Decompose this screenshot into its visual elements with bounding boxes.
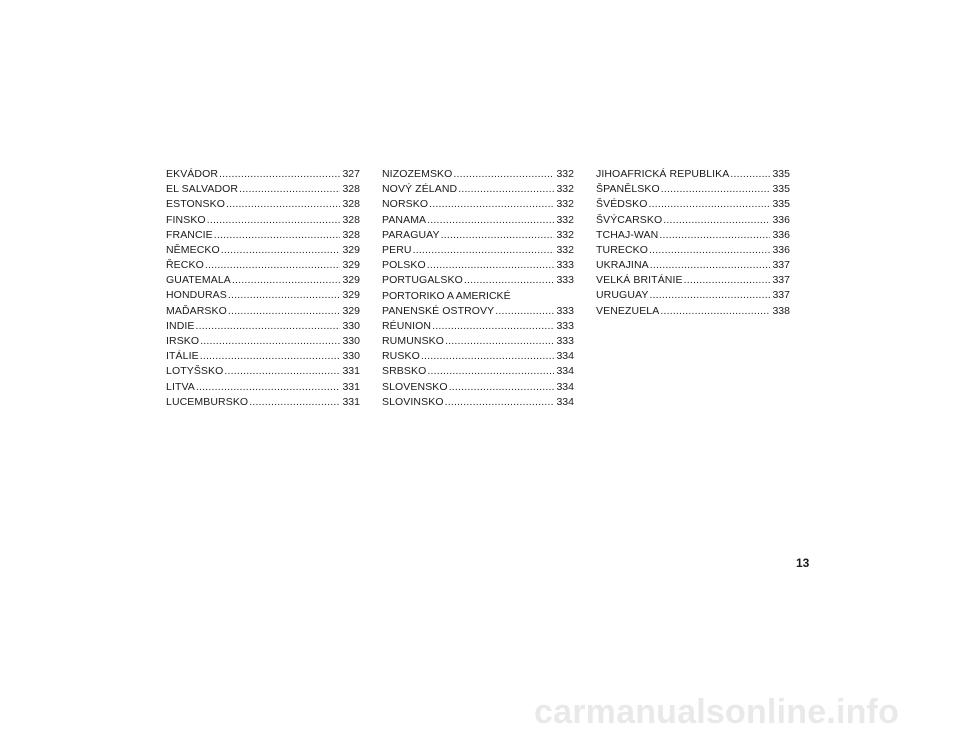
toc-entry-label: VELKÁ BRITÁNIE (596, 274, 683, 287)
toc-entry-page: 329 (342, 289, 360, 302)
toc-entry-page: 337 (772, 259, 790, 272)
toc-entry[interactable] (166, 364, 360, 379)
toc-entry-label: PANENSKÉ OSTROVY (382, 304, 495, 317)
toc-entry-label: IRSKO (166, 335, 200, 348)
toc-entry-label: PARAGUAY (382, 228, 440, 241)
toc-entry-page: 338 (772, 304, 790, 317)
toc-entry-page: 331 (342, 365, 360, 378)
toc-entry-page: 336 (772, 213, 790, 226)
watermark-text: carmanualsonline.info (534, 693, 900, 731)
toc-dot-leader (219, 167, 340, 182)
toc-entry-page: 329 (342, 304, 360, 317)
toc-entry-page: 332 (556, 213, 574, 226)
toc-entry-page: 333 (556, 274, 574, 287)
page-number: 13 (796, 556, 810, 570)
toc-entry[interactable] (596, 273, 790, 288)
toc-entry-label: ITÁLIE (166, 350, 199, 363)
toc-entry[interactable] (166, 334, 360, 349)
toc-entry[interactable] (166, 228, 360, 243)
toc-dot-leader (226, 197, 341, 212)
toc-entry-page: 330 (342, 319, 360, 332)
toc-entry[interactable] (596, 228, 790, 243)
toc-entry[interactable] (596, 182, 790, 197)
toc-dot-leader (650, 258, 771, 273)
toc-entry-page: 336 (772, 228, 790, 241)
toc-entry[interactable] (166, 243, 360, 258)
toc-entry-page: 332 (556, 198, 574, 211)
toc-dot-leader (200, 334, 340, 349)
toc-dot-leader (453, 167, 554, 182)
toc-entry-page: 334 (556, 365, 574, 378)
toc-entry-page: 335 (772, 183, 790, 196)
toc-dot-leader (224, 364, 340, 379)
toc-entry-page: 330 (342, 350, 360, 363)
toc-entry-page: 329 (342, 243, 360, 256)
toc-entry[interactable] (382, 197, 574, 212)
toc-entry-label: RUMUNSKO (382, 335, 445, 348)
toc-dot-leader (495, 304, 554, 319)
toc-entry-page: 337 (772, 274, 790, 287)
toc-dot-leader (228, 304, 341, 319)
toc-entry[interactable] (382, 273, 574, 288)
toc-dot-leader (464, 273, 555, 288)
toc-entry[interactable] (382, 258, 574, 273)
toc-entry-line2 (382, 304, 574, 319)
toc-dot-leader (200, 349, 341, 364)
toc-entry-page: 336 (772, 243, 790, 256)
toc-column-1 (166, 167, 360, 410)
toc-dot-leader (232, 273, 341, 288)
toc-entry-label: NOVÝ ZÉLAND (382, 183, 458, 196)
toc-entry-label: SRBSKO (382, 365, 427, 378)
toc-entry-label: PORTUGALSKO (382, 274, 463, 287)
toc-entry[interactable] (382, 349, 574, 364)
toc-dot-leader (661, 182, 771, 197)
toc-dot-leader (413, 243, 555, 258)
toc-entry-label: JIHOAFRICKÁ REPUBLIKA (596, 167, 730, 180)
toc-entry-page: 332 (556, 167, 574, 180)
toc-dot-leader (239, 182, 340, 197)
toc-entry-label: EL SALVADOR (166, 183, 239, 196)
toc-entry[interactable] (382, 364, 574, 379)
toc-entry-label: GUATEMALA (166, 274, 231, 287)
toc-entry[interactable] (166, 273, 360, 288)
toc-entry[interactable] (166, 197, 360, 212)
toc-entry-page: 333 (556, 259, 574, 272)
toc-entry-label: PANAMA (382, 213, 427, 226)
toc-entry[interactable] (596, 289, 790, 304)
toc-dot-leader (207, 213, 341, 228)
toc-entry-label: ŠVÉDSKO (596, 198, 648, 211)
toc-entry-label: PERU (382, 243, 412, 256)
toc-entry[interactable] (166, 289, 360, 304)
toc-entry-label: RUSKO (382, 350, 420, 363)
toc-entry[interactable] (596, 197, 790, 212)
toc-entry[interactable] (166, 167, 360, 182)
toc-entry-page: 334 (556, 380, 574, 393)
toc-entry-page: 332 (556, 228, 574, 241)
toc-dot-leader (663, 213, 770, 228)
toc-entry-label: UKRAJINA (596, 259, 649, 272)
toc-entry[interactable] (596, 258, 790, 273)
toc-entry-label: LOTYŠSKO (166, 365, 224, 378)
toc-entry[interactable] (382, 167, 574, 182)
toc-dot-leader (249, 395, 340, 410)
toc-dot-leader (427, 364, 554, 379)
toc-entry-label: ŘECKO (166, 259, 204, 272)
toc-entry[interactable] (382, 182, 574, 197)
toc-entry-page: 331 (342, 380, 360, 393)
toc-dot-leader (445, 395, 555, 410)
toc-entry-page: 327 (342, 167, 360, 180)
toc-entry-page: 328 (342, 183, 360, 196)
toc-dot-leader (659, 228, 770, 243)
toc-entry[interactable] (382, 228, 574, 243)
toc-column-3 (596, 167, 790, 319)
toc-dot-leader (221, 243, 341, 258)
toc-entry[interactable] (596, 304, 790, 319)
toc-entry-label: POLSKO (382, 259, 426, 272)
toc-entry-label: FRANCIE (166, 228, 213, 241)
toc-entry-label: TURECKO (596, 243, 649, 256)
toc-dot-leader (427, 213, 554, 228)
toc-entry-label: SLOVENSKO (382, 380, 448, 393)
toc-entry[interactable] (166, 182, 360, 197)
toc-entry[interactable] (382, 319, 574, 334)
toc-entry-label: EKVÁDOR (166, 167, 219, 180)
toc-dot-leader (205, 258, 341, 273)
toc-dot-leader (648, 197, 770, 212)
toc-entry-page: 335 (772, 167, 790, 180)
toc-column-2 (382, 167, 574, 410)
toc-entry[interactable] (382, 213, 574, 228)
toc-entry-label: MAĎARSKO (166, 304, 227, 317)
toc-dot-leader (196, 319, 341, 334)
toc-entry-label: VENEZUELA (596, 304, 660, 317)
toc-entry-page: 334 (556, 395, 574, 408)
toc-entry[interactable] (166, 395, 360, 410)
toc-entry-page: 330 (342, 335, 360, 348)
toc-dot-leader (427, 258, 555, 273)
toc-dot-leader (429, 197, 554, 212)
toc-entry[interactable] (596, 167, 790, 182)
toc-dot-leader (649, 289, 770, 304)
toc-entry-label: RÉUNION (382, 319, 432, 332)
toc-entry-label: ŠVÝCARSKO (596, 213, 663, 226)
toc-entry-label: LITVA (166, 380, 195, 393)
toc-dot-leader (421, 349, 555, 364)
toc-entry-page: 328 (342, 213, 360, 226)
toc-entry-page: 335 (772, 198, 790, 211)
toc-dot-leader (660, 304, 770, 319)
toc-dot-leader (649, 243, 770, 258)
toc-entry-label: INDIE (166, 319, 195, 332)
toc-dot-leader (196, 380, 341, 395)
toc-entry[interactable] (382, 395, 574, 410)
toc-entry[interactable] (166, 349, 360, 364)
toc-entry-page: 333 (556, 304, 574, 317)
toc-entry-label: NORSKO (382, 198, 429, 211)
toc-entry[interactable] (596, 243, 790, 258)
toc-entry[interactable] (166, 213, 360, 228)
toc-entry[interactable] (166, 258, 360, 273)
toc-dot-leader (458, 182, 554, 197)
toc-entry-page: 328 (342, 228, 360, 241)
toc-entry[interactable] (382, 380, 574, 395)
toc-entry-page: 332 (556, 243, 574, 256)
toc-entry[interactable] (166, 380, 360, 395)
toc-entry-label: ŠPANĚLSKO (596, 183, 660, 196)
toc-entry-label: TCHAJ-WAN (596, 228, 659, 241)
toc-entry-label: NIZOZEMSKO (382, 167, 453, 180)
toc-dot-leader (449, 380, 555, 395)
toc-entry[interactable] (382, 334, 574, 349)
toc-entry[interactable] (382, 289, 574, 319)
toc-entry-label: NĚMECKO (166, 243, 220, 256)
toc-dot-leader (730, 167, 770, 182)
toc-entry-page: 331 (342, 395, 360, 408)
toc-dot-leader (432, 319, 554, 334)
toc-entry-label-line1: PORTORIKO A AMERICKÉ (382, 289, 511, 302)
toc-entry-page: 328 (342, 198, 360, 211)
toc-entry[interactable] (166, 319, 360, 334)
toc-entry-label: HONDURAS (166, 289, 227, 302)
toc-entry-page: 337 (772, 289, 790, 302)
toc-entry-page: 329 (342, 274, 360, 287)
toc-dot-leader (214, 228, 341, 243)
toc-entry-label: FINSKO (166, 213, 206, 226)
toc-dot-leader (228, 289, 341, 304)
toc-entry-label: SLOVINSKO (382, 395, 444, 408)
toc-entry[interactable] (382, 243, 574, 258)
toc-entry-label: ESTONSKO (166, 198, 225, 211)
toc-entry-page: 329 (342, 259, 360, 272)
toc-dot-leader (441, 228, 555, 243)
toc-entry-page: 333 (556, 319, 574, 332)
toc-entry-page: 333 (556, 335, 574, 348)
toc-entry-label: LUCEMBURSKO (166, 395, 249, 408)
toc-entry-label: URUGUAY (596, 289, 649, 302)
toc-entry[interactable] (166, 304, 360, 319)
toc-entry[interactable] (596, 213, 790, 228)
toc-entry-page: 332 (556, 183, 574, 196)
toc-dot-leader (445, 334, 554, 349)
toc-entry-page: 334 (556, 350, 574, 363)
toc-dot-leader (684, 273, 771, 288)
